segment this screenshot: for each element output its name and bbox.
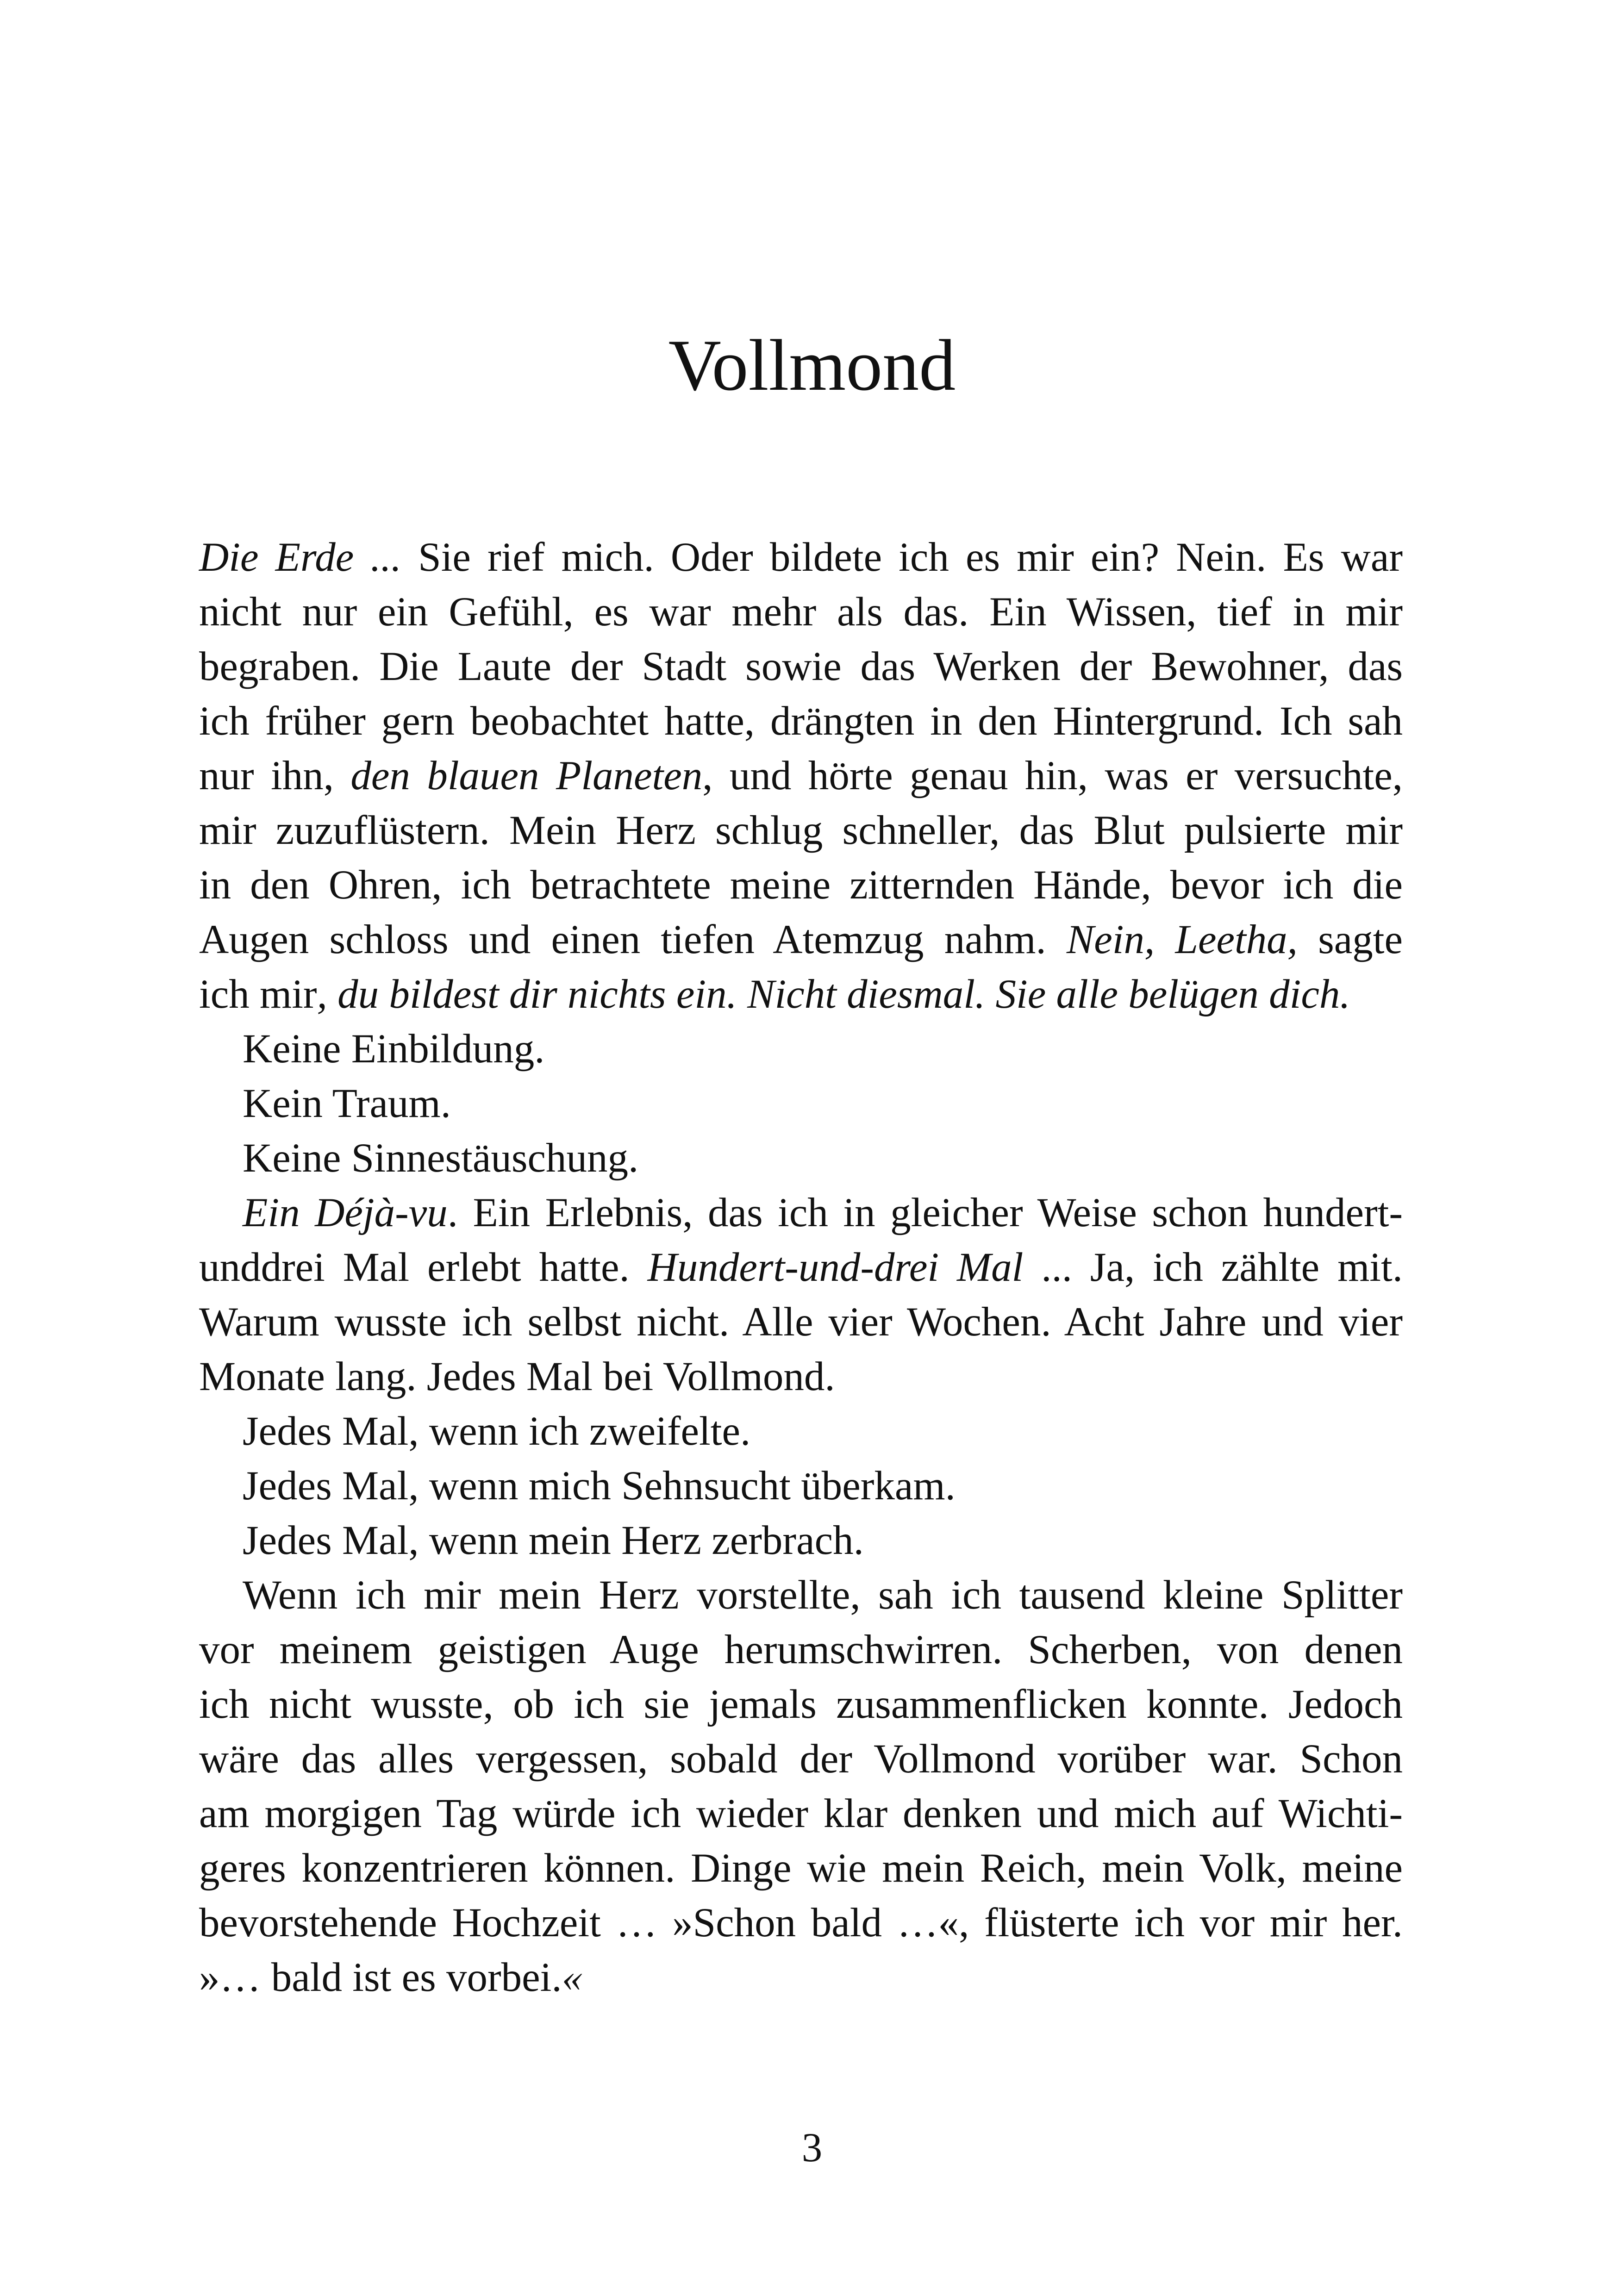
text-segment: Monate lang. Jedes Mal bei Vollmond. — [199, 1354, 835, 1399]
text-line — [199, 1732, 1403, 1786]
text-line — [199, 1349, 1403, 1404]
text-line — [199, 1240, 1403, 1295]
text-segment: in den Ohren, ich betrachtete meine zitternden Hände, bevor ich die — [199, 862, 1403, 908]
text-line — [199, 1076, 1403, 1131]
text-line — [199, 1677, 1403, 1732]
text-line — [199, 858, 1403, 912]
text-segment: Keine Einbildung. — [243, 1026, 545, 1072]
text-line — [199, 912, 1403, 967]
text-segment: ... Ja, ich zählte mit. — [1023, 1245, 1403, 1290]
text-line — [199, 967, 1403, 1022]
text-line — [199, 1404, 1403, 1459]
text-segment: Sie rief mich. Oder bildete ich es mir ein? Nein. Es war — [401, 535, 1403, 580]
text-line — [199, 1185, 1403, 1240]
text-segment: . Ein Erlebnis, das ich in gleicher Weise schon hundert- — [447, 1190, 1403, 1235]
text-segment: Keine Sinnestäuschung. — [243, 1135, 639, 1181]
text-line — [199, 585, 1403, 639]
chapter-body-text — [199, 530, 1403, 2005]
text-segment: Jedes Mal, wenn mein Herz zerbrach. — [243, 1518, 864, 1563]
text-line — [199, 1459, 1403, 1513]
text-line — [199, 530, 1403, 585]
text-segment: ich mir — [199, 972, 317, 1017]
text-line — [199, 1131, 1403, 1185]
text-segment: Warum wusste ich selbst nicht. Alle vier Wochen. Acht Jahre und vier — [199, 1299, 1403, 1345]
text-segment: bevorstehende Hochzeit … »Schon bald …«, flüsterte ich vor mir her. — [199, 1900, 1403, 1946]
text-segment: Augen schloss und einen tiefen Atemzug nahm. — [199, 917, 1067, 962]
text-segment: nicht nur ein Gefühl, es war mehr als das. Ein Wissen, tief in mir — [199, 589, 1403, 635]
text-segment: begraben. Die Laute der Stadt sowie das Werken der Bewohner, das — [199, 644, 1403, 689]
text-segment: nur ihn, — [199, 753, 351, 798]
text-segment: am morgigen Tag würde ich wieder klar denken und mich auf Wichti- — [199, 1791, 1403, 1836]
italic-text-segment: Nein, Leetha, — [1066, 917, 1298, 962]
italic-text-segment: Ein Déjà-vu — [243, 1190, 448, 1235]
chapter-title: Vollmond — [668, 325, 956, 406]
text-segment: sagte — [1297, 917, 1403, 962]
italic-text-segment: Hundert-und-drei Mal — [647, 1245, 1024, 1290]
text-segment: Kein Traum. — [243, 1081, 451, 1126]
text-segment: Wenn ich mir mein Herz vorstellte, sah ich tausend kleine Splitter — [243, 1572, 1403, 1618]
italic-text-segment: , du bildest dir nichts ein. Nicht diesmal. Sie alle belügen dich. — [317, 972, 1350, 1017]
text-line — [199, 1022, 1403, 1076]
italic-text-segment: den blauen Planeten — [350, 753, 703, 798]
text-segment: ich nicht wusste, ob ich sie jemals zusammenflicken konnte. Jedoch — [199, 1682, 1403, 1727]
text-line — [199, 1950, 1403, 2005]
text-line — [199, 639, 1403, 694]
italic-text-segment: Die Erde ... — [199, 535, 402, 580]
italic-text-segment: « — [562, 1955, 583, 2000]
text-line — [199, 1513, 1403, 1568]
text-segment: geres konzentrieren können. Dinge wie mein Reich, mein Volk, meine — [199, 1846, 1403, 1891]
text-line — [199, 748, 1403, 803]
text-segment: Jedes Mal, wenn ich zweifelte. — [243, 1409, 751, 1454]
text-segment: vor meinem geistigen Auge herumschwirren. Scherben, von denen — [199, 1627, 1403, 1672]
text-line — [199, 1568, 1403, 1622]
text-segment: »… bald ist es vorbei. — [199, 1955, 562, 2000]
text-segment: ich früher gern beobachtet hatte, drängten in den Hintergrund. Ich sah — [199, 698, 1403, 744]
text-line — [199, 1786, 1403, 1841]
text-line — [199, 694, 1403, 748]
text-line — [199, 803, 1403, 858]
text-line — [199, 1295, 1403, 1349]
text-segment: mir zuzuflüstern. Mein Herz schlug schneller, das Blut pulsierte mir — [199, 808, 1403, 853]
text-line — [199, 1896, 1403, 1950]
text-segment: , und hörte genau hin, was er versuchte, — [702, 753, 1403, 798]
text-line — [199, 1622, 1403, 1677]
text-segment: wäre das alles vergessen, sobald der Vollmond vorüber war. Schon — [199, 1736, 1403, 1782]
text-segment: Jedes Mal, wenn mich Sehnsucht überkam. — [243, 1463, 956, 1509]
text-line — [199, 1841, 1403, 1896]
page-number: 3 — [801, 2125, 823, 2170]
text-segment: unddrei Mal erlebt hatte. — [199, 1245, 648, 1290]
